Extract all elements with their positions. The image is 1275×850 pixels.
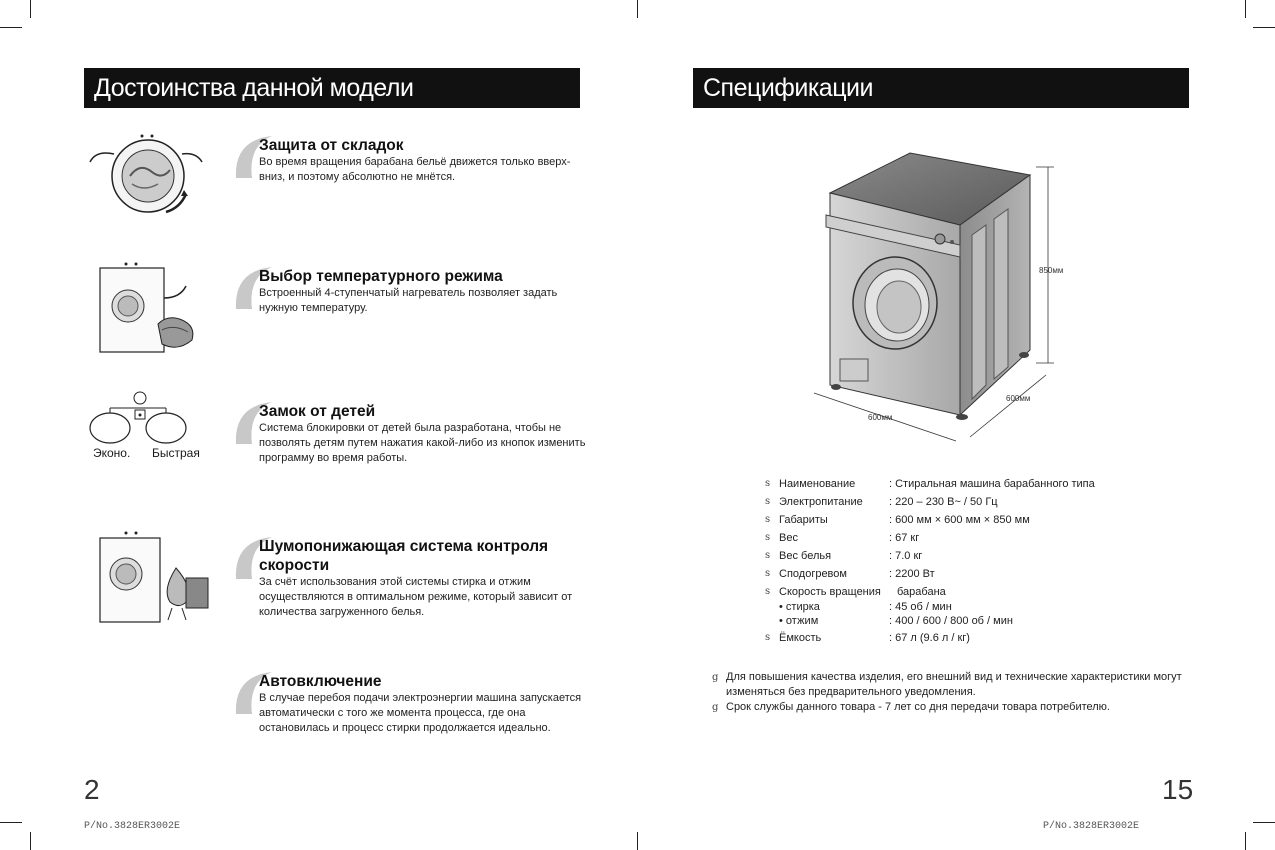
bullet: s xyxy=(765,550,771,561)
crop-mark xyxy=(1245,0,1246,18)
spec-value: : 7.0 кг xyxy=(889,550,923,562)
crop-mark xyxy=(1245,832,1246,850)
bullet: s xyxy=(765,568,771,579)
spec-value: : 67 кг xyxy=(889,532,920,544)
feature-text: За счёт использования этой системы стирка и отжим осуществляются в оптимальном режиме, который зависит от количества загруженного белья. xyxy=(259,576,573,618)
feature-title: Защита от складок xyxy=(259,137,404,154)
spec-label: • стирка xyxy=(779,601,820,613)
feature-title: Автовключение xyxy=(259,673,382,690)
spec-label: • отжим xyxy=(779,615,819,627)
crop-mark xyxy=(30,0,31,18)
spec-value: : 600 мм × 600 мм × 850 мм xyxy=(889,514,1030,526)
spec-label: Вес белья xyxy=(779,550,832,562)
spec-value: : Стиральная машина барабанного типа xyxy=(889,478,1095,490)
feature-noise-control xyxy=(232,533,592,616)
spec-label: Наименование xyxy=(779,478,856,490)
spec-value: барабана xyxy=(897,586,946,598)
econo-label: Эконо. xyxy=(93,446,131,460)
spec-label: Электропитание xyxy=(779,496,863,508)
right-part-number: P/No.3828ER3002E xyxy=(1043,821,1140,832)
bullet: s xyxy=(765,496,771,507)
feature-child-lock xyxy=(232,398,592,462)
crop-mark xyxy=(637,0,638,18)
feature-anti-crease xyxy=(232,132,592,181)
bullet: s xyxy=(765,514,771,525)
right-page-number: 15 xyxy=(1162,774,1194,805)
spec-value: : 45 об / мин xyxy=(889,601,952,613)
feature-title: Выбор температурного режима xyxy=(259,268,503,285)
note-marker: g xyxy=(712,702,719,713)
spec-label: Сподогревом xyxy=(779,568,847,580)
note-text: Срок службы данного товара - 7 лет со дня передачи товара потребителю. xyxy=(726,701,1110,713)
crop-mark xyxy=(1253,27,1275,28)
spec-label: Габариты xyxy=(779,514,828,526)
crop-mark xyxy=(637,832,638,850)
crop-mark xyxy=(30,832,31,850)
left-page-header xyxy=(84,68,580,108)
crop-mark xyxy=(0,27,22,28)
height-dimension: 850мм xyxy=(1039,266,1064,275)
right-page-header xyxy=(693,68,1189,108)
feature-title: Замок от детей xyxy=(259,403,376,420)
spec-value: : 220 – 230 В~ / 50 Гц xyxy=(889,496,998,508)
feature-title: Шумопонижающая система контроля скорости xyxy=(259,538,549,574)
feature-auto-restart xyxy=(232,668,592,732)
spec-label: Вес xyxy=(779,532,798,544)
feature-text: Встроенный 4-ступенчатый нагреватель позволяет задать нужную температуру. xyxy=(259,287,558,314)
spec-value: : 2200 Вт xyxy=(889,568,935,580)
feature-text: В случае перебоя подачи электроэнергии машина запускается автоматически с того же момента процесса, где она остановилась и процесс стирки продолжается идеально. xyxy=(259,692,582,734)
temperature-illustration xyxy=(96,258,200,358)
note xyxy=(712,670,1192,700)
right-page-title: Спецификации xyxy=(703,73,873,102)
spec-label: Ёмкость xyxy=(779,632,822,644)
left-part-number: P/No.3828ER3002E xyxy=(84,821,181,832)
note xyxy=(712,700,1192,715)
left-page-title: Достоинства данной модели xyxy=(94,73,414,102)
depth-dimension: 600мм xyxy=(1006,394,1031,403)
spec-value: : 400 / 600 / 800 об / мин xyxy=(889,615,1013,627)
bullet: s xyxy=(765,532,771,543)
note-marker: g xyxy=(712,672,719,683)
anti-crease-illustration xyxy=(86,124,206,224)
crop-mark xyxy=(1253,822,1275,823)
feature-temperature xyxy=(232,263,592,312)
fast-label: Быстрая xyxy=(152,446,200,460)
spec-label: Скорость вращения xyxy=(779,586,881,598)
note-text: Для повышения качества изделия, его внешний вид и технические характеристики могут изменяться без предварительного уведомления. xyxy=(726,671,1182,698)
bullet: s xyxy=(765,586,771,597)
width-dimension: 600мм xyxy=(868,413,893,422)
noise-control-illustration xyxy=(96,528,216,628)
feature-text: Во время вращения барабана бельё движется только вверх-вниз, и поэтому абсолютно не мнётся. xyxy=(259,156,571,183)
left-page-number: 2 xyxy=(84,774,100,805)
feature-text: Система блокировки от детей была разработана, чтобы не позволять детям путем нажатия какой-либо из кнопок изменить программу во время работы. xyxy=(259,422,586,464)
bullet: s xyxy=(765,478,771,489)
crop-mark xyxy=(0,822,22,823)
bullet: s xyxy=(765,632,771,643)
spec-value: : 67 л (9.6 л / кг) xyxy=(889,632,970,644)
